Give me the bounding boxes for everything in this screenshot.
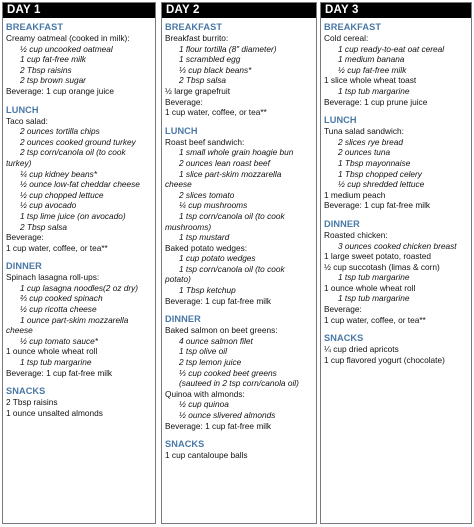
menu-line: Taco salad: [6, 115, 48, 126]
ingredient-line: ⅓ cup black beans* [179, 64, 252, 75]
menu-line: Roast beef sandwich: [165, 136, 245, 147]
menu-line: Beverage: 1 cup fat-free milk [6, 367, 113, 378]
ingredient-line: 1 cup ready-to-eat oat cereal [338, 43, 445, 54]
ingredient-line: 1 tsp tub margarine [338, 293, 410, 304]
ingredient-line: 2 ounces tortilla chips [20, 126, 100, 137]
ingredient-line: 1 ounce part-skim mozzarella [20, 314, 129, 325]
day-column [320, 2, 472, 524]
ingredient-line: ½ cup tomato sauce* [20, 335, 98, 346]
menu-line: Baked potato wedges: [165, 242, 248, 253]
menu-line: 1 cup water, coffee, or tea** [165, 107, 267, 118]
menu-line: 1 large sweet potato, roasted [324, 251, 432, 262]
ingredient-line: 1 flour tortilla (8" diameter) [179, 43, 277, 54]
menu-line: 1 slice whole wheat toast [324, 75, 417, 86]
ingredient-line: 1 tsp mustard [179, 232, 230, 243]
ingredient-line: 1 small whole grain hoagie bun [179, 147, 294, 158]
ingredient-line: 2 slices rye bread [338, 136, 404, 147]
ingredient-line: 1 tsp corn/canola oil (to cook [179, 210, 285, 221]
menu-line: Roasted chicken: [324, 229, 388, 240]
ingredient-line: 3 ounces cooked chicken breast [338, 240, 457, 251]
section-heading-lunch: LUNCH [324, 115, 357, 126]
menu-line: 1 ounce whole wheat roll [6, 346, 98, 357]
menu-line: Beverage: 1 cup fat-free milk [165, 420, 272, 431]
ingredient-line: 2 slices tomato [179, 189, 235, 200]
menu-line: Beverage: 1 cup orange juice [6, 85, 114, 96]
ingredient-line: 2 ounces cooked ground turkey [20, 136, 136, 147]
ingredient-line: 2 tsp corn/canola oil (to cook [20, 147, 126, 158]
menu-line: ¼ cup dried apricots [324, 344, 399, 355]
ingredient-line: 2 Tbsp salsa [179, 75, 227, 86]
ingredient-line: (sauteed in 2 tsp corn/canola oil) [179, 378, 299, 389]
menu-line: 1 cup water, coffee, or tea** [6, 242, 108, 253]
ingredient-line: 2 ounces lean roast beef [179, 157, 270, 168]
menu-line: Beverage: [165, 96, 203, 107]
ingredient-line: potato) [165, 274, 191, 285]
section-heading-breakfast: BREAKFAST [6, 22, 64, 32]
menu-line: Cold cereal: [324, 33, 369, 43]
ingredient-line: mushrooms) [165, 221, 212, 232]
day-header: DAY 1 [3, 3, 155, 18]
menu-line: Quinoa with almonds: [165, 388, 245, 399]
section-heading-snacks: SNACKS [165, 439, 205, 450]
ingredient-line: ½ ounce slivered almonds [179, 410, 276, 420]
ingredient-line: ½ cup avocado [20, 200, 77, 211]
menu-line: Beverage: 1 cup fat-free milk [324, 200, 431, 211]
ingredient-line: 1 cup fat-free milk [20, 54, 86, 65]
ingredient-line: ½ cup uncooked oatmeal [20, 43, 113, 54]
ingredient-line: 1 tsp corn/canola oil (to cook [179, 263, 285, 274]
ingredient-line: 2 Tbsp raisins [20, 64, 72, 75]
ingredient-line: 4 ounce salmon filet [179, 335, 253, 346]
ingredient-line: ½ cup quinoa [179, 399, 229, 410]
ingredient-line: 1 tsp tub margarine [338, 272, 410, 283]
menu-line: 1 medium peach [324, 189, 386, 200]
menu-line: 1 cup flavored yogurt (chocolate) [324, 354, 445, 365]
section-heading-snacks: SNACKS [6, 386, 46, 397]
ingredient-line: 1 cup potato wedges [179, 253, 256, 264]
section-heading-lunch: LUNCH [165, 125, 198, 136]
day-header: DAY 2 [162, 3, 316, 18]
ingredient-line: 1 tsp lime juice (on avocado) [20, 210, 126, 221]
section-heading-breakfast: BREAKFAST [165, 22, 223, 32]
day-column [2, 2, 156, 524]
menu-line: 1 cup water, coffee, or tea** [324, 314, 426, 325]
day-body [162, 18, 316, 461]
ingredient-line: 1 medium banana [338, 54, 405, 65]
menu-line: ½ cup succotash (limas & corn) [324, 261, 440, 272]
menu-line: Beverage: 1 cup prune juice [324, 96, 428, 107]
ingredient-line: ¼ cup kidney beans* [20, 168, 98, 179]
ingredient-line: 1 scrambled egg [179, 54, 241, 65]
menu-line: 1 cup cantaloupe balls [165, 450, 248, 461]
section-heading-dinner: DINNER [6, 261, 42, 272]
menu-line: Creamy oatmeal (cooked in milk): [6, 33, 130, 43]
ingredient-line: 1 Tbsp ketchup [179, 285, 236, 296]
ingredient-line: ½ cup ricotta cheese [20, 304, 97, 315]
day-body [3, 18, 155, 418]
day-column [161, 2, 317, 524]
menu-line: Beverage: [324, 304, 362, 315]
ingredient-line: ⅔ cup cooked spinach [20, 293, 103, 304]
ingredient-line: 2 tsp brown sugar [20, 75, 86, 86]
menu-line: Baked salmon on beet greens: [165, 325, 278, 336]
menu-line: Tuna salad sandwich: [324, 126, 404, 137]
section-heading-snacks: SNACKS [324, 333, 364, 344]
ingredient-line: ⅓ cup cooked beet greens [179, 367, 277, 378]
menu-line: ½ large grapefruit [165, 85, 231, 96]
menu-line: Beverage: [6, 232, 44, 243]
menu-line: Beverage: 1 cup fat-free milk [165, 295, 272, 306]
ingredient-line: 1 slice part-skim mozzarella [179, 168, 282, 179]
menu-line: 1 ounce whole wheat roll [324, 282, 416, 293]
menu-line: 2 Tbsp raisins [6, 397, 58, 408]
ingredient-line: 1 tsp tub margarine [20, 357, 92, 368]
ingredient-line: 2 tsp lemon juice [179, 357, 242, 368]
ingredient-line: cheese [165, 179, 192, 190]
ingredient-line: 1 tsp olive oil [179, 346, 227, 357]
ingredient-line: ½ cup shredded lettuce [338, 179, 425, 190]
section-heading-breakfast: BREAKFAST [324, 22, 382, 32]
ingredient-line: ½ ounce low-fat cheddar cheese [20, 179, 140, 190]
ingredient-line: ½ cup chopped lettuce [20, 189, 104, 200]
ingredient-line: 1 cup lasagna noodles(2 oz dry) [20, 282, 139, 293]
ingredient-line: 1 Tbsp chopped celery [338, 168, 422, 179]
day-header: DAY 3 [321, 3, 471, 18]
ingredient-line: cheese [6, 325, 33, 336]
menu-line: Spinach lasagna roll-ups: [6, 272, 100, 283]
ingredient-line: ½ cup fat-free milk [338, 64, 407, 75]
ingredient-line: 2 ounces tuna [338, 147, 391, 158]
section-heading-dinner: DINNER [324, 218, 360, 229]
ingredient-line: 1 Tbsp mayonnaise [338, 157, 411, 168]
section-heading-dinner: DINNER [165, 314, 201, 325]
menu-line: 1 ounce unsalted almonds [6, 407, 103, 418]
ingredient-line: ¼ cup mushrooms [179, 200, 248, 211]
ingredient-line: 1 tsp tub margarine [338, 85, 410, 96]
section-heading-lunch: LUNCH [6, 104, 39, 115]
day-body [321, 18, 471, 365]
menu-line: Breakfast burrito: [165, 33, 229, 43]
ingredient-line: turkey) [6, 157, 32, 168]
ingredient-line: 2 Tbsp salsa [20, 221, 68, 232]
